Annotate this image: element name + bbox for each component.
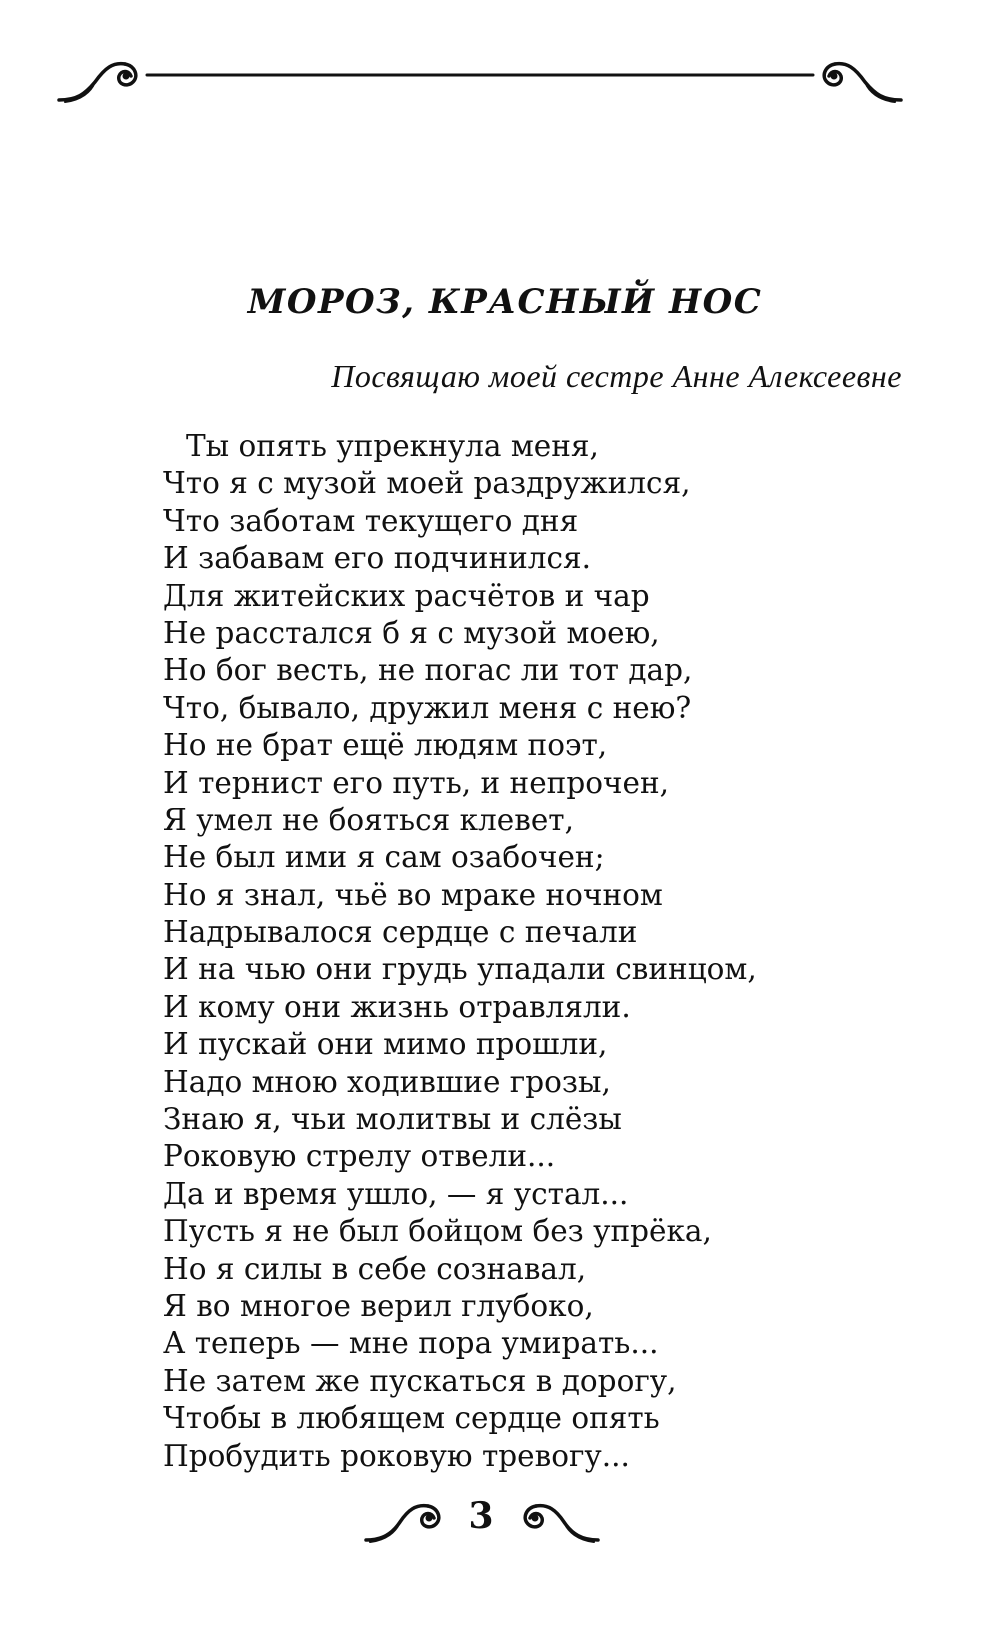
poem-line: Надо мною ходившие грозы, (163, 1064, 611, 1099)
poem-line: И пускай они мимо прошли, (163, 1027, 608, 1062)
poem-line: Да и время ушло, — я устал... (163, 1176, 629, 1211)
poem-line: Но бог весть, не погас ли тот дар, (163, 653, 693, 688)
poem-line: А теперь — мне пора умирать... (163, 1326, 659, 1361)
poem-line: Пусть я не был бойцом без упрёка, (163, 1214, 712, 1249)
poem-line: Роковую стрелу отвели... (163, 1139, 556, 1174)
poem-line: Я во многое верил глубоко, (163, 1288, 594, 1323)
poem-line: Но я знал, чьё во мраке ночном (163, 877, 663, 912)
poem-line: Но не брат ещё людям поэт, (163, 728, 608, 763)
poem-line: И тернист его путь, и непрочен, (163, 765, 669, 800)
poem-line: Что, бывало, дружил меня с нею? (163, 690, 692, 725)
poem-line: И забавам его подчинился. (163, 541, 592, 576)
poem-line: Не расстался б я с музой моею, (163, 615, 660, 650)
poem-line: И кому они жизнь отравляли. (163, 989, 631, 1024)
header-scroll-ornament (55, 48, 905, 118)
poem-title: МОРОЗ, КРАСНЫЙ НОС (247, 282, 763, 322)
poem-line: Не затем же пускаться в дорогу, (163, 1363, 677, 1398)
poem-line: И на чью они грудь упадали свинцом, (163, 952, 757, 987)
poem-line: Чтобы в любящем сердце опять (163, 1401, 660, 1436)
poem-dedication: Посвящаю моей сестре Анне Алексеевне (331, 358, 902, 394)
poem-line: Я умел не бояться клевет, (163, 802, 574, 837)
page-number: 3 (468, 1495, 494, 1537)
poem-line: Ты опять упрекнула меня, (186, 429, 599, 463)
poem-line: Но я силы в себе сознавал, (163, 1251, 587, 1286)
poem-line: Что я с музой моей раздружился, (163, 466, 691, 501)
poem-line: Знаю я, чьи молитвы и слёзы (163, 1102, 622, 1137)
poem-line: Что заботам текущего дня (163, 503, 579, 538)
poem-line: Не был ими я сам озабочен; (163, 840, 605, 875)
poem-body (163, 428, 757, 1475)
poem-line: Для житейских расчётов и чар (163, 578, 650, 613)
poem-line: Пробудить роковую тревогу... (163, 1438, 630, 1473)
poem-line: Надрывалося сердце с печали (163, 915, 638, 950)
